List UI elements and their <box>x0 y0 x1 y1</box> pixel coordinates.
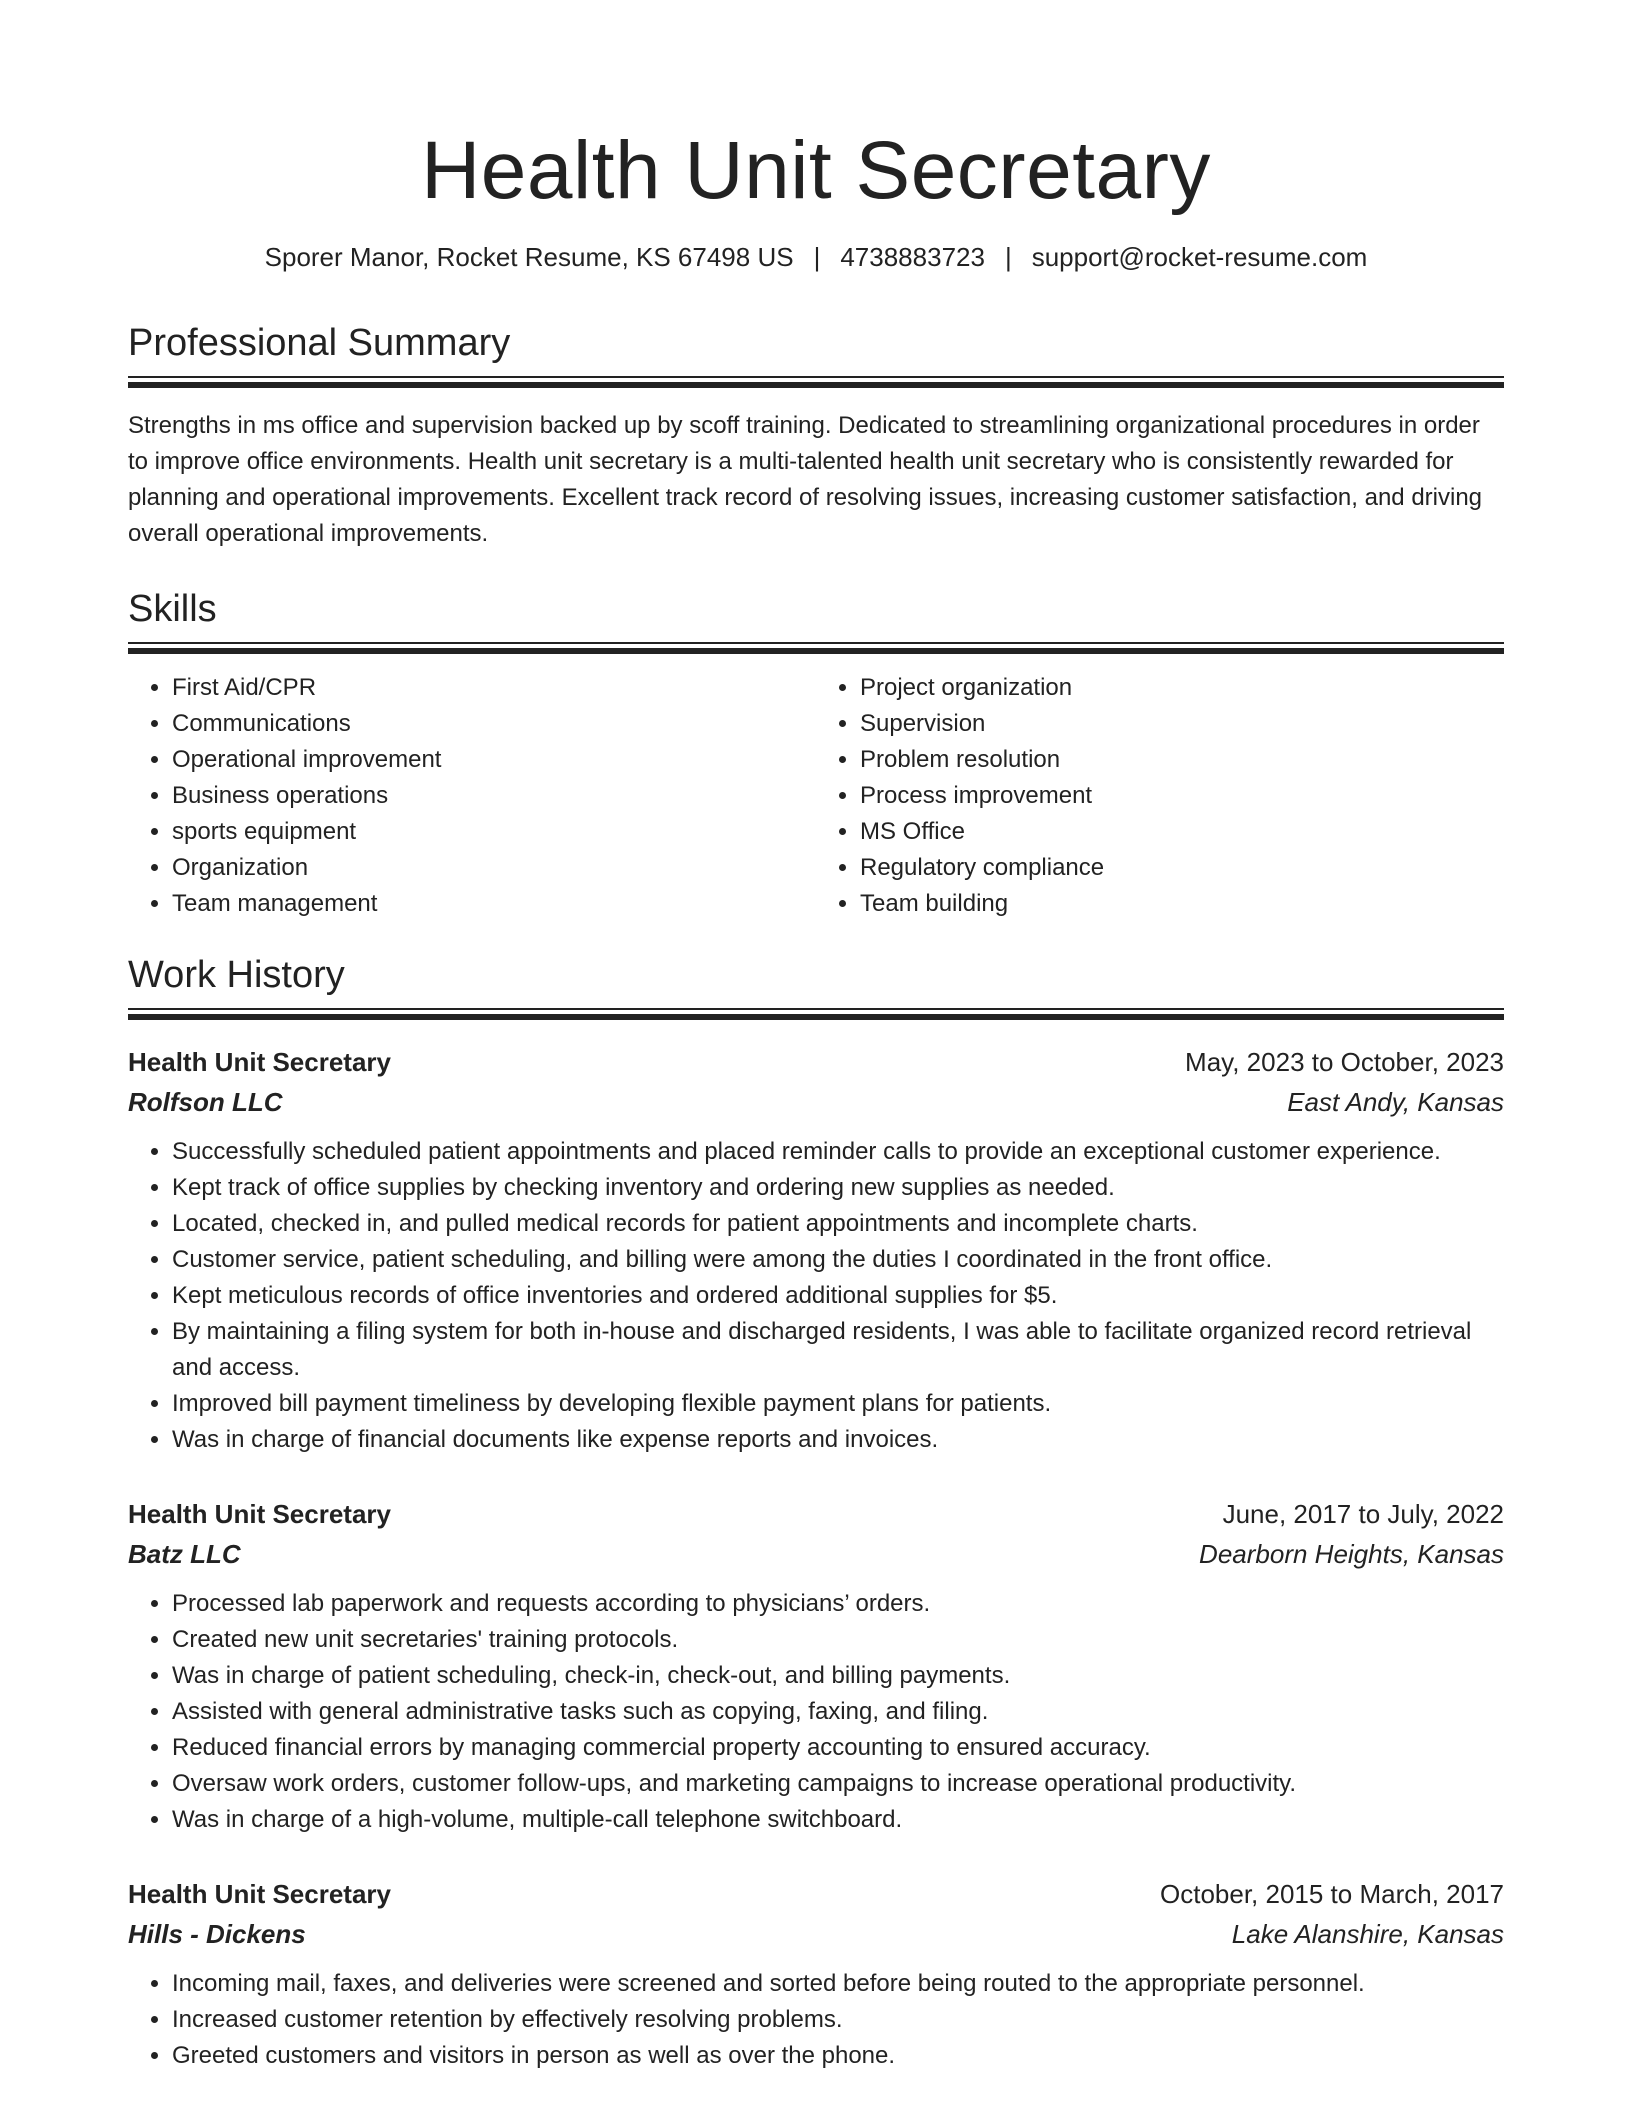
job-company: Batz LLC <box>128 1539 241 1569</box>
job-dates: October, 2015 to March, 2017 <box>1160 1879 1504 1909</box>
contact-phone: 4738883723 <box>840 242 985 272</box>
skill-item: • MS Office <box>860 814 1504 850</box>
skill-item: • First Aid/CPR <box>172 670 816 706</box>
skills-list-left <box>128 670 816 922</box>
job-entry <box>128 1494 1504 1838</box>
job-bullet: • Was in charge of a high-volume, multiple-call telephone switchboard. <box>172 1802 1504 1838</box>
job-header-row <box>128 1874 1504 1914</box>
job-entry <box>128 1042 1504 1458</box>
job-company-row <box>128 1082 1504 1122</box>
summary-text: Strengths in ms office and supervision backed up by scoff training. Dedicated to streamlining organizational procedures in order to improve office environments. Health unit secretary is a multi-talented health unit secretary who is consistently rewarded for planning and operational improvements. Excellent track record of resolving issues, increasing customer satisfaction, and driving overall operational improvements. <box>128 412 1483 547</box>
skill-item: • Team management <box>172 886 816 922</box>
section-divider <box>128 1008 1504 1020</box>
job-company: Hills - Dickens <box>128 1919 306 1949</box>
job-bullet: • Kept meticulous records of office inventories and ordered additional supplies for $5. <box>172 1278 1504 1314</box>
job-bullets <box>128 1586 1504 1838</box>
skill-item: • Problem resolution <box>860 742 1504 778</box>
skill-item: • sports equipment <box>172 814 816 850</box>
job-bullet: • Kept track of office supplies by checking inventory and ordering new supplies as needed. <box>172 1170 1504 1206</box>
job-bullet: • Reduced financial errors by managing commercial property accounting to ensured accuracy. <box>172 1730 1504 1766</box>
contact-email[interactable]: support@rocket-resume.com <box>1031 242 1368 272</box>
work-history-section <box>128 956 1504 2074</box>
job-dates: June, 2017 to July, 2022 <box>1222 1499 1504 1529</box>
section-title-summary: Professional Summary <box>128 322 511 364</box>
job-company-row <box>128 1534 1504 1574</box>
job-location: East Andy, Kansas <box>1287 1087 1504 1117</box>
job-header-row <box>128 1494 1504 1534</box>
job-bullet: • Located, checked in, and pulled medical records for patient appointments and incomplete charts. <box>172 1206 1504 1242</box>
job-bullets <box>128 1966 1504 2074</box>
skill-item: • Regulatory compliance <box>860 850 1504 886</box>
job-bullet: • Processed lab paperwork and requests according to physicians’ orders. <box>172 1586 1504 1622</box>
contact-separator: | <box>813 242 821 272</box>
job-bullet: • Assisted with general administrative tasks such as copying, faxing, and filing. <box>172 1694 1504 1730</box>
job-bullet: • Customer service, patient scheduling, and billing were among the duties I coordinated in the front office. <box>172 1242 1504 1278</box>
skill-item: • Supervision <box>860 706 1504 742</box>
skill-item: • Team building <box>860 886 1504 922</box>
job-bullet: • Created new unit secretaries' training protocols. <box>172 1622 1504 1658</box>
job-bullet: • Successfully scheduled patient appointments and placed reminder calls to provide an exceptional customer experience. <box>172 1134 1504 1170</box>
section-divider <box>128 642 1504 654</box>
job-location: Lake Alanshire, Kansas <box>1231 1919 1504 1949</box>
job-company: Rolfson LLC <box>128 1087 283 1117</box>
skill-item: • Project organization <box>860 670 1504 706</box>
skill-item: • Process improvement <box>860 778 1504 814</box>
job-bullet: • Increased customer retention by effectively resolving problems. <box>172 2002 1504 2038</box>
section-title-skills: Skills <box>128 588 217 630</box>
skills-list-right <box>816 670 1504 922</box>
skill-item: • Organization <box>172 850 816 886</box>
skill-item: • Business operations <box>172 778 816 814</box>
job-bullet: • Was in charge of financial documents like expense reports and invoices. <box>172 1422 1504 1458</box>
job-dates: May, 2023 to October, 2023 <box>1185 1047 1504 1077</box>
job-company-row <box>128 1914 1504 1954</box>
job-bullets <box>128 1134 1504 1458</box>
job-bullet: • Improved bill payment timeliness by developing flexible payment plans for patients. <box>172 1386 1504 1422</box>
contact-separator: | <box>1004 242 1012 272</box>
professional-summary-section <box>128 324 1504 552</box>
job-title: Health Unit Secretary <box>128 1047 391 1077</box>
job-bullet: • Was in charge of patient scheduling, check-in, check-out, and billing payments. <box>172 1658 1504 1694</box>
skill-item: • Operational improvement <box>172 742 816 778</box>
resume-name: Health Unit Secretary <box>421 125 1211 216</box>
skills-section <box>128 590 1504 922</box>
job-title: Health Unit Secretary <box>128 1879 391 1909</box>
job-header-row <box>128 1042 1504 1082</box>
job-location: Dearborn Heights, Kansas <box>1199 1539 1504 1569</box>
contact-line <box>128 244 1504 270</box>
contact-address: Sporer Manor, Rocket Resume, KS 67498 US <box>264 242 794 272</box>
job-bullet: • Oversaw work orders, customer follow-ups, and marketing campaigns to increase operational productivity. <box>172 1766 1504 1802</box>
skills-columns <box>128 670 1504 922</box>
job-title: Health Unit Secretary <box>128 1499 391 1529</box>
job-bullet: • By maintaining a filing system for both in-house and discharged residents, I was able to facilitate organized record retrieval and access. <box>172 1314 1504 1386</box>
job-entry <box>128 1874 1504 2074</box>
skill-item: • Communications <box>172 706 816 742</box>
section-divider <box>128 376 1504 388</box>
job-bullet: • Incoming mail, faxes, and deliveries were screened and sorted before being routed to the appropriate personnel. <box>172 1966 1504 2002</box>
job-bullet: • Greeted customers and visitors in person as well as over the phone. <box>172 2038 1504 2074</box>
section-title-work: Work History <box>128 954 345 996</box>
